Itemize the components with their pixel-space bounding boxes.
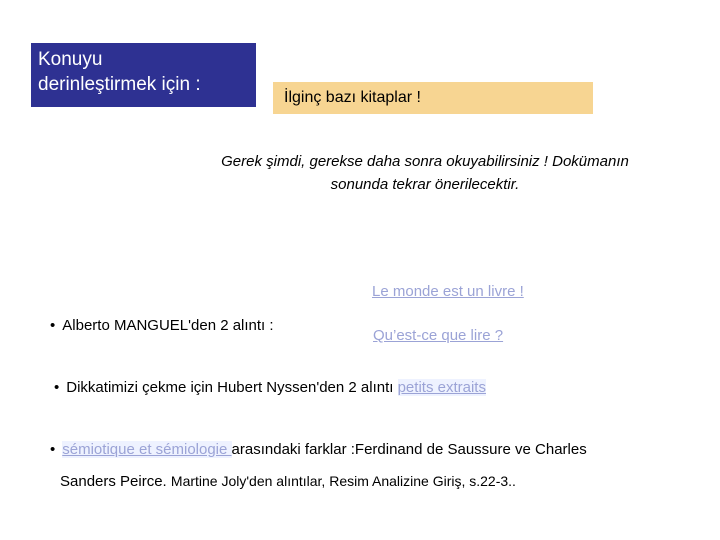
reading-note <box>160 150 690 196</box>
link-semiotique[interactable]: sémiotique et sémiologie <box>62 441 232 458</box>
bullet-dot: • <box>54 379 60 396</box>
bullet-dot: • <box>50 441 56 458</box>
topic-title-line1: Konuyu <box>38 49 103 70</box>
bullet-semiotique <box>50 440 587 460</box>
bullet-nyssen <box>54 378 486 398</box>
manguel-text: Alberto MANGUEL'den 2 alıntı : <box>62 317 274 334</box>
reading-note-line1: Gerek şimdi, gerekse daha sonra okuyabilirsiniz ! Dokümanın <box>221 153 629 170</box>
reading-note-line2: sonunda tekrar önerilecektir. <box>330 176 520 193</box>
topic-title-box <box>31 43 256 107</box>
semio-continuation <box>60 471 516 492</box>
books-label: İlginç bazı kitaplar ! <box>284 89 421 106</box>
topic-title-line2: derinleştirmek için : <box>38 74 201 95</box>
nyssen-text: Dikkatimizi çekme için Hubert Nyssen'den 2 alıntı <box>66 379 394 396</box>
bullet-dot: • <box>50 317 56 334</box>
bullet-manguel <box>50 316 274 336</box>
link-quest-ce-que-lire[interactable]: Qu’est-ce que lire ? <box>373 327 504 344</box>
semio-text: arasındaki farklar :Ferdinand de Saussure ve Charles <box>231 441 587 458</box>
link-le-monde[interactable]: Le monde est un livre ! <box>372 283 524 300</box>
semio-line2: Sanders Peirce. <box>60 473 167 490</box>
joly-reference: Martine Joly'den alıntılar, Resim Analizine Giriş, s.22-3.. <box>170 473 516 489</box>
link-petits-extraits[interactable]: petits extraits <box>397 379 486 396</box>
books-label-box <box>273 82 593 114</box>
